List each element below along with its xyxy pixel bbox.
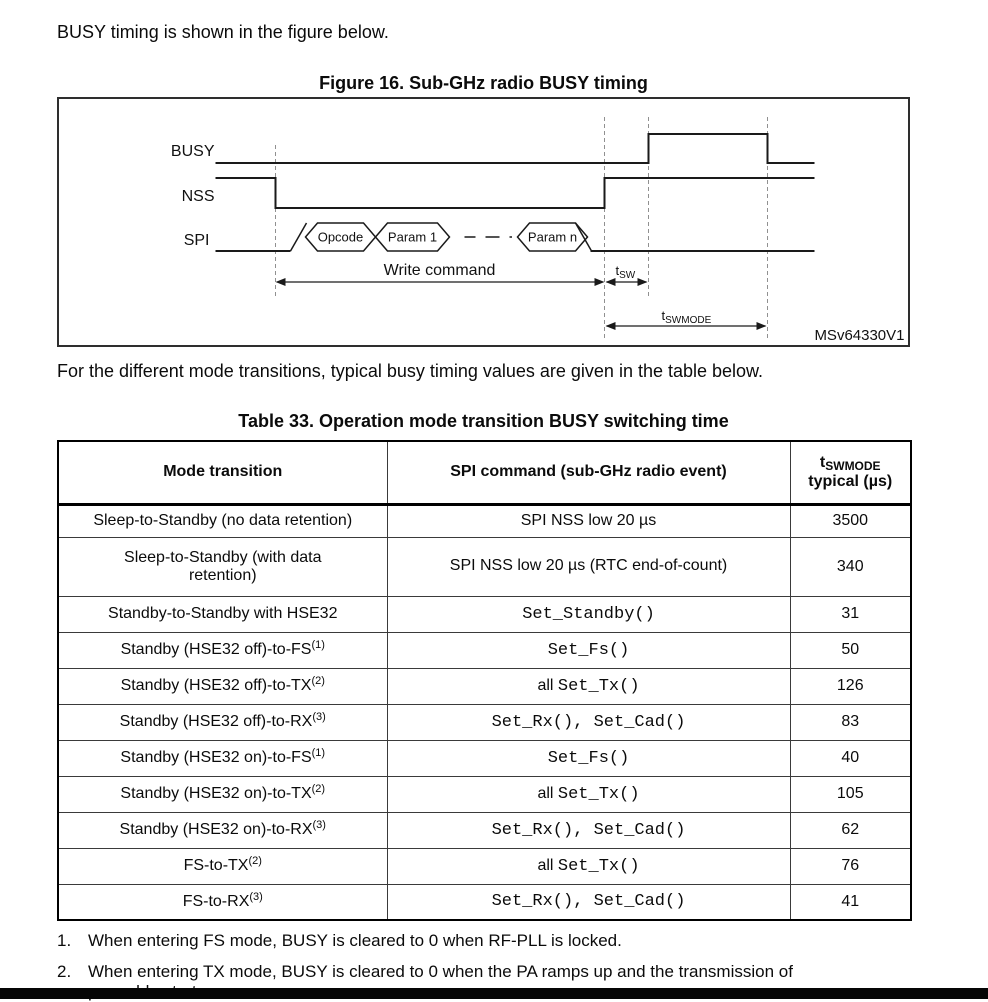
paramn-label: Param n <box>527 229 578 245</box>
command-cell: Set_Standby() <box>387 596 790 632</box>
mode-cell: Standby (HSE32 on)-to-TX$^{(2)}$ <box>58 776 387 812</box>
value-cell: 41 <box>790 884 911 920</box>
table-row <box>58 596 911 632</box>
mode-cell: Standby (HSE32 off)-to-RX$^{(3)}$ <box>58 704 387 740</box>
mode-cell: Standby (HSE32 off)-to-FS$^{(1)}$ <box>58 632 387 668</box>
value-cell: 3500 <box>790 504 911 537</box>
value-cell: 50 <box>790 632 911 668</box>
command-cell: Set_Rx(), Set_Cad() <box>387 704 790 740</box>
write-command-label: Write command <box>383 262 496 279</box>
opcode-label: Opcode <box>317 229 364 245</box>
screenshot-bottom-bar <box>0 988 988 999</box>
table-row <box>58 740 911 776</box>
timing-diagram <box>59 99 908 345</box>
table-row <box>58 504 911 537</box>
table-row <box>58 848 911 884</box>
header-row <box>58 441 911 504</box>
table-row <box>58 537 911 596</box>
footnote-text: When entering FS mode, BUSY is cleared to 0 when RF-PLL is locked. <box>88 931 622 950</box>
busy-waveform <box>216 134 815 163</box>
mode-cell: Standby (HSE32 on)-to-RX$^{(3)}$ <box>58 812 387 848</box>
mode-cell: Standby-to-Standby with HSE32 <box>58 596 387 632</box>
command-cell: SPI NSS low 20 µs (RTC end-of-count) <box>387 537 790 596</box>
command-cell: Set_Rx(), Set_Cad() <box>387 884 790 920</box>
arrowhead-right <box>595 278 605 286</box>
mode-cell: FS-to-RX$^{(3)}$ <box>58 884 387 920</box>
arrowhead-left <box>276 278 286 286</box>
footnote-number: 1. <box>57 931 72 950</box>
nss-waveform <box>216 178 815 208</box>
mode-cell: FS-to-TX$^{(2)}$ <box>58 848 387 884</box>
footnote-text: When entering TX mode, BUSY is cleared to 0 when the PA ramps up and the transmission of <box>88 962 793 981</box>
spi-bus-close <box>576 223 592 251</box>
value-cell: 62 <box>790 812 911 848</box>
value-cell: 40 <box>790 740 911 776</box>
table-row <box>58 632 911 668</box>
command-cell: Set_Fs() <box>387 740 790 776</box>
table-row <box>58 704 911 740</box>
value-cell: 340 <box>790 537 911 596</box>
command-cell: all Set_Tx() <box>387 848 790 884</box>
arrowhead-right <box>638 278 648 286</box>
value-cell: 83 <box>790 704 911 740</box>
intro-paragraph: BUSY timing is shown in the figure below. <box>57 22 389 42</box>
tsw-label: $t_{SW}$ <box>615 263 636 281</box>
command-cell: all Set_Tx() <box>387 668 790 704</box>
value-cell: 76 <box>790 848 911 884</box>
busy-signal-label: BUSY <box>170 143 215 160</box>
figure-reference-code: MSv64330V1 <box>814 327 905 344</box>
command-cell: all Set_Tx() <box>387 776 790 812</box>
value-cell: 31 <box>790 596 911 632</box>
value-cell: 105 <box>790 776 911 812</box>
spi-signal-label: SPI <box>183 232 210 249</box>
mode-cell: Sleep-to-Standby (no data retention) <box>58 504 387 537</box>
tswmode-header: tSWMODE typical (µs) <box>790 441 911 504</box>
value-cell: 126 <box>790 668 911 704</box>
arrowhead-left <box>606 322 616 330</box>
command-cell: SPI NSS low 20 µs <box>387 504 790 537</box>
table-row <box>58 668 911 704</box>
command-cell: Set_Fs() <box>387 632 790 668</box>
nss-signal-label: NSS <box>181 188 215 205</box>
arrowhead-left <box>606 278 616 286</box>
param1-label: Param 1 <box>387 229 438 245</box>
mode-transition-header: Mode transition <box>58 441 387 504</box>
figure-title: Figure 16. Sub-GHz radio BUSY timing <box>319 73 648 93</box>
busy-switching-time-table <box>57 440 912 921</box>
mode-cell: Standby (HSE32 off)-to-TX$^{(2)}$ <box>58 668 387 704</box>
table-row <box>58 884 911 920</box>
tswmode-label: $t_{SWMODE}$ <box>661 308 712 326</box>
mode-cell: Sleep-to-Standby (with data retention) <box>58 537 387 596</box>
mode-cell: Standby (HSE32 on)-to-FS$^{(1)}$ <box>58 740 387 776</box>
spi-bus-open <box>291 223 307 251</box>
table-row <box>58 812 911 848</box>
spi-command-header: SPI command (sub-GHz radio event) <box>387 441 790 504</box>
timing-diagram-figure <box>57 97 910 347</box>
table-intro-paragraph: For the different mode transitions, typical busy timing values are given in the table below. <box>57 361 764 381</box>
arrowhead-right <box>757 322 767 330</box>
footnote-number: 2. <box>57 962 72 981</box>
table-row <box>58 776 911 812</box>
command-cell: Set_Rx(), Set_Cad() <box>387 812 790 848</box>
table-title: Table 33. Operation mode transition BUSY switching time <box>238 411 729 431</box>
